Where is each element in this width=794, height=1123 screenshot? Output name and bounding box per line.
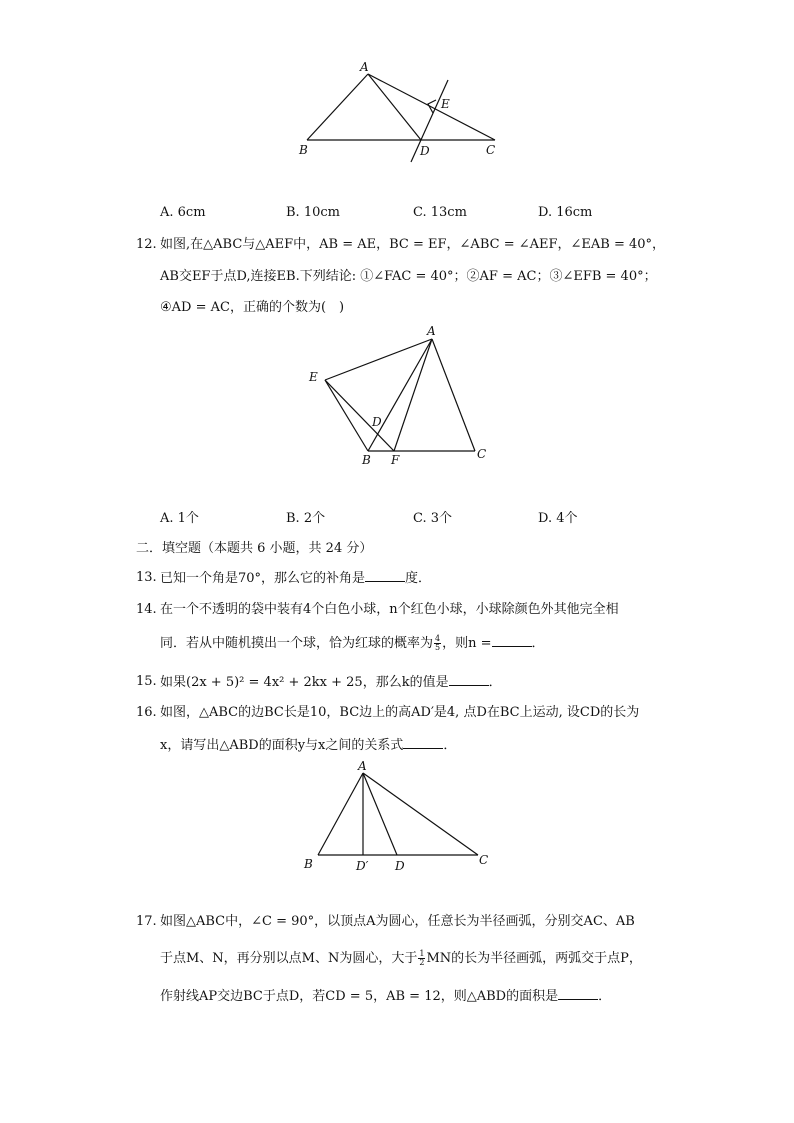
section-heading: 二．填空题（本题共 6 小题，共 24 分） (136, 541, 373, 556)
label-B: B (299, 143, 308, 157)
q12-option-d: D. 4个 (538, 511, 578, 526)
q11-option-c: C. 13cm (413, 205, 467, 220)
q12-line-1: 如图,在△ABC与△AEF中，AB = AE，BC = EF，∠ABC = ∠AEF，∠EAB = 40°， (160, 237, 666, 252)
q13-text: 已知一个角是70°，那么它的补角是 (160, 571, 366, 586)
question-number: 15. (136, 674, 157, 689)
q14-text: 同．若从中随机摸出一个球，恰为红球的概率为 (160, 636, 434, 651)
figure-q12 (305, 322, 495, 472)
q14-line-1: 在一个不透明的袋中装有4个白色小球，n个红色小球，小球除颜色外其他完全相 (160, 602, 619, 617)
q15-line (160, 673, 502, 692)
q16-text: x，请写出△ABD的面积y与x之间的关系式 (160, 738, 404, 753)
q12-line-3: ④AD = AC，正确的个数为( ) (160, 300, 345, 315)
question-number: 13. (136, 570, 157, 585)
fraction (434, 635, 441, 652)
label-B: B (362, 453, 371, 467)
q16-line-1: 如图，△ABC的边BC长是10，BC边上的高AD′是4, 点D在BC上运动, 设CD的长为 (160, 705, 640, 720)
label-A: A (427, 324, 436, 338)
q14-line-2 (160, 634, 545, 653)
fraction-numerator: 1 (419, 949, 425, 958)
q17-text: 于点M、N，再分别以点M、N为圆心，大于 (160, 951, 418, 966)
label-E: E (441, 97, 450, 111)
q16-line-2 (160, 736, 456, 755)
q14-text-end: ． (531, 636, 545, 651)
question-number: 16. (136, 705, 157, 720)
figure-q11 (290, 58, 510, 168)
q17-line-3 (160, 987, 611, 1006)
q11-option-b: B. 10cm (286, 205, 340, 220)
label-E: E (309, 370, 318, 384)
q17-text-end: ． (598, 989, 612, 1004)
label-D: D (395, 859, 405, 873)
q11-option-a: A. 6cm (160, 205, 206, 220)
label-D: D (372, 415, 382, 429)
fraction-denominator: 5 (435, 643, 441, 652)
q14-text-2: ，则n = (442, 636, 492, 651)
figure-q16 (298, 757, 498, 877)
answer-blank[interactable] (365, 569, 405, 582)
q15-text: 如果(2x + 5)² = 4x² + 2kx + 25，那么k的值是 (160, 675, 449, 690)
label-A: A (358, 759, 367, 773)
q16-text-end: ． (443, 738, 457, 753)
q11-option-d: D. 16cm (538, 205, 593, 220)
label-D: D (420, 144, 430, 158)
q15-text-end: ． (488, 675, 502, 690)
answer-blank[interactable] (449, 673, 489, 686)
q13-line (160, 569, 431, 588)
fraction-denominator: 2 (419, 958, 425, 967)
label-A: A (360, 60, 369, 74)
fraction-numerator: 4 (435, 634, 441, 643)
label-F: F (391, 453, 400, 467)
q12-line-2: AB交EF于点D,连接EB.下列结论: ①∠FAC = 40°；②AF = AC；③∠EFB = 40°； (160, 269, 657, 284)
fraction (418, 950, 425, 967)
q17-line-2 (160, 950, 642, 968)
label-C: C (486, 143, 496, 157)
question-number: 14. (136, 602, 157, 617)
answer-blank[interactable] (492, 634, 532, 647)
answer-blank[interactable] (403, 736, 443, 749)
q12-option-b: B. 2个 (286, 511, 326, 526)
label-B: B (304, 857, 313, 871)
q13-text-end: 度． (405, 571, 432, 586)
question-number: 12. (136, 237, 157, 252)
label-C: C (479, 853, 489, 867)
q12-option-a: A. 1个 (160, 511, 199, 526)
q17-text-3: 作射线AP交边BC于点D，若CD = 5，AB = 12，则△ABD的面积是 (160, 989, 559, 1004)
question-number: 17. (136, 914, 157, 929)
q17-text-2: MN的长为半径画弧，两弧交于点P， (426, 951, 642, 966)
q12-option-c: C. 3个 (413, 511, 453, 526)
label-C: C (477, 447, 487, 461)
answer-blank[interactable] (558, 987, 598, 1000)
label-D-prime: D′ (356, 859, 369, 873)
q17-line-1: 如图△ABC中，∠C = 90°，以顶点A为圆心，任意长为半径画弧，分别交AC、AB (160, 914, 635, 929)
